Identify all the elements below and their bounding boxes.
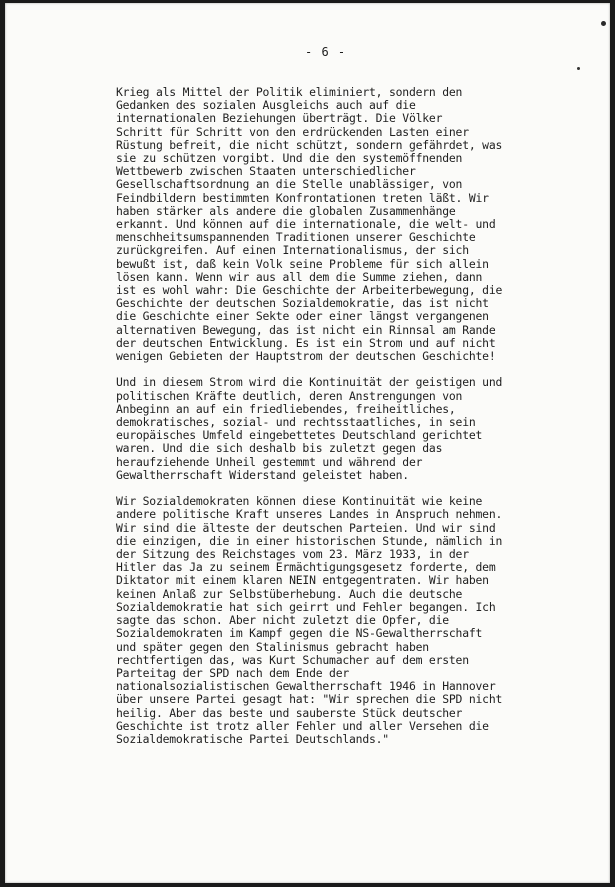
text-line: heilig. Aber das beste und sauberste Stück deutscher xyxy=(116,705,463,720)
text-line: Anbeginn an auf ein friedliebendes, freiheitliches, xyxy=(116,401,456,416)
text-line: erkannt. Und können auf die internationale, die welt- und xyxy=(116,217,496,232)
text-line: bewußt ist, daß kein Volk seine Probleme für sich allein xyxy=(116,256,489,271)
text-line: die Geschichte einer Sekte oder einer längst vergangenen xyxy=(116,309,489,324)
document-page xyxy=(5,3,610,883)
text-line: heraufziehende Unheil gestemmt und während der xyxy=(116,454,423,469)
text-line: rechtfertigen das, was Kurt Schumacher auf dem ersten xyxy=(116,652,469,667)
text-line: haben stärker als andere die globalen Zusammenhänge xyxy=(116,203,456,218)
text-line: Sozialdemokratie hat sich geirrt und Fehler begangen. Ich xyxy=(116,599,496,614)
text-line: Und in diesem Strom wird die Kontinuität der geistigen und xyxy=(116,375,503,390)
page-number: - 6 - xyxy=(305,45,347,59)
text-line: Wir Sozialdemokraten können diese Kontinuität wie keine xyxy=(116,494,483,509)
text-line: keinen Anlaß zur Selbstüberhebung. Auch die deutsche xyxy=(116,586,463,601)
text-line: sagte das schon. Aber nicht zuletzt die Opfer, die xyxy=(116,613,449,628)
text-line: Geschichte der deutschen Sozialdemokratie, das ist nicht xyxy=(116,296,489,311)
text-line: Gedanken des sozialen Ausgleichs auch auf die xyxy=(116,98,416,113)
text-line: lösen kann. Wenn wir aus all dem die Summe ziehen, dann xyxy=(116,269,483,284)
text-line: alternativen Bewegung, das ist nicht ein Rinnsal am Rande xyxy=(116,322,496,337)
text-line: internationalen Beziehungen überträgt. Die Völker xyxy=(116,111,443,126)
text-line: über unsere Partei gesagt hat: "Wir sprechen die SPD nicht xyxy=(116,692,503,707)
text-line: europäisches Umfeld eingebettetes Deutschland gerichtet xyxy=(116,428,483,443)
paragraph xyxy=(116,86,536,363)
text-line: Wir sind die älteste der deutschen Parteien. Und wir sind xyxy=(116,520,496,535)
text-line: Feindbildern bestimmten Konfrontationen treten läßt. Wir xyxy=(116,190,489,205)
paragraph xyxy=(116,376,536,482)
text-line: Parteitag der SPD nach dem Ende der xyxy=(116,665,350,680)
text-line: der Sitzung des Reichstages vom 23. März 1933, in der xyxy=(116,547,469,562)
text-line: Rüstung befreit, die nicht schützt, sondern gefährdet, was xyxy=(116,137,503,152)
text-line: demokratisches, sozial- und rechtsstaatliches, in sein xyxy=(116,415,476,430)
text-line: ist es wohl wahr: Die Geschichte der Arbeiterbewegung, die xyxy=(116,283,503,298)
document-body xyxy=(116,86,536,759)
text-line: Sozialdemokratische Partei Deutschlands." xyxy=(116,731,389,746)
text-line: waren. Und die sich deshalb bis zuletzt gegen das xyxy=(116,441,443,456)
scan-dot xyxy=(577,67,580,70)
text-line: Schritt für Schritt von den erdrückenden Lasten einer xyxy=(116,124,469,139)
text-line: wenigen Gebieten der Hauptstrom der deutschen Geschichte! xyxy=(116,349,496,364)
scan-mark xyxy=(601,21,606,26)
text-line: menschheitsumspannenden Traditionen unserer Geschichte xyxy=(116,230,476,245)
text-line: Sozialdemokraten im Kampf gegen die NS-Gewaltherrschaft xyxy=(116,626,483,641)
text-line: Geschichte ist trotz aller Fehler und aller Versehen die xyxy=(116,718,489,733)
text-line: politischen Kräfte deutlich, deren Anstrengungen von xyxy=(116,388,463,403)
text-line: Gesellschaftsordnung an die Stelle unablässiger, von xyxy=(116,177,463,192)
paragraph xyxy=(116,495,536,746)
text-line: Hitler das Ja zu seinem Ermächtigungsgesetz forderte, dem xyxy=(116,560,496,575)
text-line: zurückgreifen. Auf einen Internationalismus, der sich xyxy=(116,243,469,258)
text-line: Diktator mit einem klaren NEIN entgegentraten. Wir haben xyxy=(116,573,489,588)
text-line: die einzigen, die in einer historischen Stunde, nämlich in xyxy=(116,533,503,548)
text-line: Gewaltherrschaft Widerstand geleistet haben. xyxy=(116,467,409,482)
text-line: nationalsozialistischen Gewaltherrschaft 1946 in Hannover xyxy=(116,679,496,694)
text-line: und später gegen den Stalinismus gebracht haben xyxy=(116,639,429,654)
text-line: sie zu schützen vorgibt. Und die den systemöffnenden xyxy=(116,151,463,166)
text-line: der deutschen Entwicklung. Es ist ein Strom und auf nicht xyxy=(116,335,496,350)
text-line: Krieg als Mittel der Politik eliminiert, sondern den xyxy=(116,85,463,99)
text-line: Wettbewerb zwischen Staaten unterschiedlicher xyxy=(116,164,416,179)
text-line: andere politische Kraft unseres Landes in Anspruch nehmen. xyxy=(116,507,503,522)
